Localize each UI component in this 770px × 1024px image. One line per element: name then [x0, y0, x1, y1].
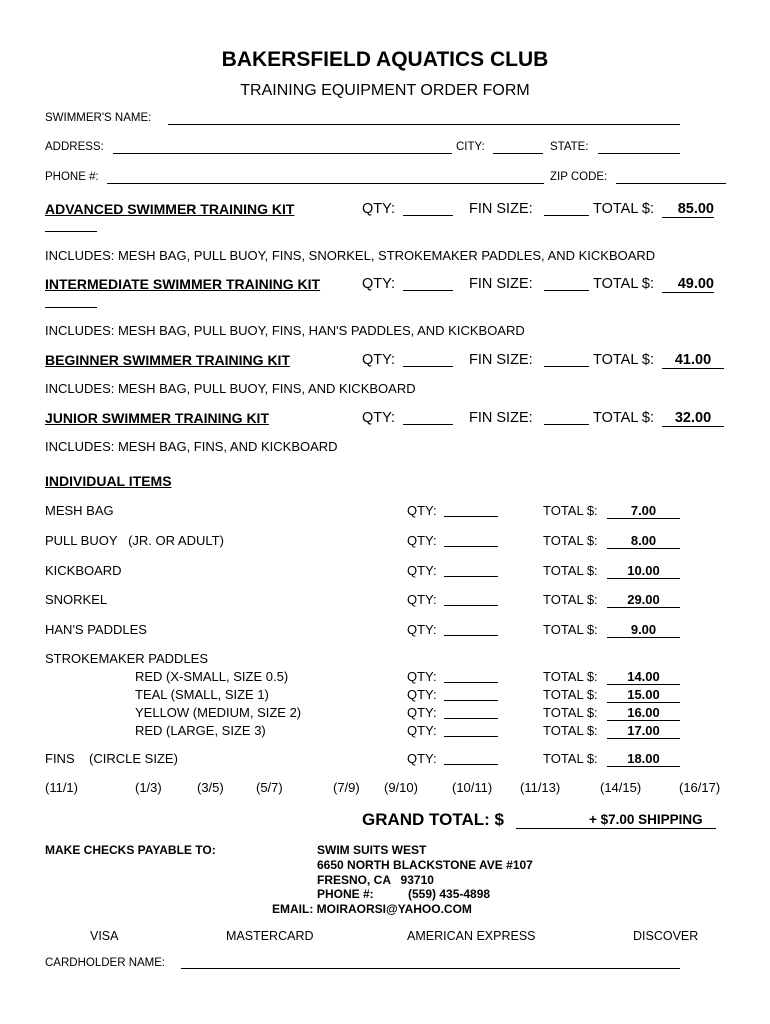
paddle-red-xs-qty-field[interactable] [444, 682, 498, 683]
item-pull-buoy-qty-label: QTY: [407, 533, 437, 548]
item-snorkel-name: SNORKEL [45, 592, 108, 607]
phone-label: PHONE #: [45, 171, 99, 183]
paddle-teal-s-total-label: TOTAL $: [543, 687, 598, 702]
phone-field[interactable] [107, 183, 544, 184]
paddle-red-l-name: RED (LARGE, SIZE 3) [135, 723, 266, 738]
kit-junior-total: 32.00 [662, 410, 724, 427]
paddle-teal-s-qty-label: QTY: [407, 687, 437, 702]
paddle-red-l-total-label: TOTAL $: [543, 723, 598, 738]
item-snorkel-total: 29.00 [607, 592, 680, 608]
kit-beginner-qty-label: QTY: [362, 352, 396, 368]
fin-size-option[interactable]: (11/1) [45, 780, 78, 795]
item-snorkel-qty-label: QTY: [407, 592, 437, 607]
item-kickboard-qty-field[interactable] [444, 576, 498, 577]
item-pull-buoy-total: 8.00 [607, 533, 680, 549]
item-mesh-bag-qty-label: QTY: [407, 503, 437, 518]
paddle-red-xs-total-label: TOTAL $: [543, 669, 598, 684]
fin-size-option[interactable]: (3/5) [197, 780, 224, 795]
paddle-red-xs-name: RED (X-SMALL, SIZE 0.5) [135, 669, 289, 684]
kit-junior-total-label: TOTAL $: [593, 410, 654, 426]
kit-intermediate-total: 49.00 [662, 276, 714, 293]
paddle-teal-s-name: TEAL (SMALL, SIZE 1) [135, 687, 269, 702]
kit-junior-qty-label: QTY: [362, 410, 396, 426]
zip-label: ZIP CODE: [550, 171, 608, 183]
item-hans-paddles-total: 9.00 [607, 622, 680, 638]
fin-size-option[interactable]: (7/9) [333, 780, 360, 795]
item-kickboard-name: KICKBOARD [45, 563, 122, 578]
fins-total: 18.00 [607, 751, 680, 767]
card-discover[interactable]: DISCOVER [633, 929, 699, 943]
kit-beginner-includes: INCLUDES: MESH BAG, PULL BUOY, FINS, AND KICKBOARD [45, 381, 416, 396]
kit-intermediate-total-label: TOTAL $: [593, 276, 654, 292]
paddle-red-l-qty-label: QTY: [407, 723, 437, 738]
cardholder-name-label: CARDHOLDER NAME: [45, 957, 166, 969]
strokemaker-heading: STROKEMAKER PADDLES [45, 651, 209, 666]
swimmer-name-field[interactable] [168, 124, 680, 125]
grand-total-field[interactable] [516, 828, 716, 829]
item-pull-buoy-name: PULL BUOY (JR. OR ADULT) [45, 533, 224, 548]
paddle-red-l-total: 17.00 [607, 723, 680, 739]
item-mesh-bag-total: 7.00 [607, 503, 680, 519]
shipping-note: + $7.00 SHIPPING [589, 812, 703, 827]
paddle-yellow-m-name: YELLOW (MEDIUM, SIZE 2) [135, 705, 302, 720]
item-hans-paddles-total-label: TOTAL $: [543, 622, 598, 637]
paddle-red-l-qty-field[interactable] [444, 736, 498, 737]
kit-advanced-fin-label: FIN SIZE: [469, 201, 533, 217]
state-field[interactable] [598, 153, 680, 154]
kit-advanced-name: ADVANCED SWIMMER TRAINING KIT [45, 201, 295, 217]
address-field[interactable] [113, 153, 452, 154]
fin-size-option[interactable]: (14/15) [600, 780, 642, 795]
kit-junior-includes: INCLUDES: MESH BAG, FINS, AND KICKBOARD [45, 439, 338, 454]
kit-intermediate-extra-line [45, 307, 97, 308]
address-label: ADDRESS: [45, 141, 104, 153]
paddle-red-xs-total: 14.00 [607, 669, 680, 685]
kit-junior-name: JUNIOR SWIMMER TRAINING KIT [45, 410, 269, 426]
kit-advanced-total-label: TOTAL $: [593, 201, 654, 217]
kit-intermediate-name: INTERMEDIATE SWIMMER TRAINING KIT [45, 276, 321, 292]
paddle-yellow-m-total: 16.00 [607, 705, 680, 721]
card-visa[interactable]: VISA [90, 929, 119, 943]
state-label: STATE: [550, 141, 589, 153]
kit-advanced-includes: INCLUDES: MESH BAG, PULL BUOY, FINS, SNORKEL, STROKEMAKER PADDLES, AND KICKBOARD [45, 248, 656, 263]
item-snorkel-total-label: TOTAL $: [543, 592, 598, 607]
kit-beginner-total: 41.00 [662, 352, 724, 369]
form-title: TRAINING EQUIPMENT ORDER FORM [240, 82, 530, 99]
payee-address-line1: 6650 NORTH BLACKSTONE AVE #107 [317, 858, 533, 872]
item-mesh-bag-total-label: TOTAL $: [543, 503, 598, 518]
kit-intermediate-qty-label: QTY: [362, 276, 396, 292]
fin-size-option[interactable]: (11/13) [520, 780, 561, 795]
item-kickboard-qty-label: QTY: [407, 563, 437, 578]
kit-beginner-name: BEGINNER SWIMMER TRAINING KIT [45, 352, 290, 368]
item-hans-paddles-name: HAN'S PADDLES [45, 622, 147, 637]
item-pull-buoy-qty-field[interactable] [444, 546, 498, 547]
kit-advanced-qty-label: QTY: [362, 201, 396, 217]
card-american-express[interactable]: AMERICAN EXPRESS [407, 929, 536, 943]
kit-beginner-fin-label: FIN SIZE: [469, 352, 533, 368]
item-hans-paddles-qty-field[interactable] [444, 635, 498, 636]
payee-address-line2: FRESNO, CA 93710 [317, 873, 434, 887]
fin-size-option[interactable]: (10/11) [452, 780, 493, 795]
kit-junior-fin-field[interactable] [544, 424, 589, 425]
individual-items-heading: INDIVIDUAL ITEMS [45, 473, 172, 489]
swimmer-name-label: SWIMMER'S NAME: [45, 112, 152, 124]
kit-intermediate-fin-field[interactable] [544, 290, 589, 291]
item-kickboard-total: 10.00 [607, 563, 680, 579]
fins-qty-field[interactable] [444, 764, 498, 765]
zip-field[interactable] [616, 183, 726, 184]
fin-size-option[interactable]: (9/10) [384, 780, 418, 795]
kit-beginner-qty-field[interactable] [403, 366, 453, 367]
kit-advanced-total: 85.00 [662, 201, 714, 218]
fins-total-label: TOTAL $: [543, 751, 598, 766]
item-kickboard-total-label: TOTAL $: [543, 563, 598, 578]
paddle-yellow-m-qty-field[interactable] [444, 718, 498, 719]
paddle-yellow-m-total-label: TOTAL $: [543, 705, 598, 720]
fins-qty-label: QTY: [407, 751, 437, 766]
payee-phone: (559) 435-4898 [408, 887, 491, 901]
kit-intermediate-includes: INCLUDES: MESH BAG, PULL BUOY, FINS, HAN'S PADDLES, AND KICKBOARD [45, 323, 525, 338]
item-pull-buoy-total-label: TOTAL $: [543, 533, 598, 548]
kit-intermediate-qty-field[interactable] [403, 290, 453, 291]
kit-intermediate-fin-label: FIN SIZE: [469, 276, 533, 292]
item-hans-paddles-qty-label: QTY: [407, 622, 437, 637]
paddle-yellow-m-qty-label: QTY: [407, 705, 437, 720]
city-label: CITY: [456, 141, 485, 153]
payee-phone-label: PHONE #: [317, 887, 374, 901]
checks-payable-label: MAKE CHECKS PAYABLE TO: [45, 843, 216, 857]
item-snorkel-qty-field[interactable] [444, 605, 498, 606]
fin-size-option[interactable]: (16/17) [679, 780, 721, 795]
payee-email: EMAIL: MOIRAORSI@YAHOO.COM [272, 902, 472, 916]
kit-beginner-total-label: TOTAL $: [593, 352, 654, 368]
payee-name: SWIM SUITS WEST [317, 843, 427, 857]
kit-junior-fin-label: FIN SIZE: [469, 410, 533, 426]
grand-total-label: GRAND TOTAL: $ [362, 810, 504, 829]
paddle-teal-s-total: 15.00 [607, 687, 680, 703]
fin-size-option[interactable]: (5/7) [256, 780, 283, 795]
city-field[interactable] [493, 153, 543, 154]
item-mesh-bag-name: MESH BAG [45, 503, 114, 518]
kit-junior-qty-field[interactable] [403, 424, 453, 425]
item-mesh-bag-qty-field[interactable] [444, 516, 498, 517]
paddle-teal-s-qty-field[interactable] [444, 700, 498, 701]
kit-advanced-qty-field[interactable] [403, 215, 453, 216]
club-name: BAKERSFIELD AQUATICS CLUB [221, 48, 549, 71]
paddle-red-xs-qty-label: QTY: [407, 669, 437, 684]
kit-advanced-fin-field[interactable] [544, 215, 589, 216]
kit-advanced-extra-line [45, 231, 97, 232]
fins-label: FINS (CIRCLE SIZE) [45, 751, 178, 766]
card-mastercard[interactable]: MASTERCARD [226, 929, 314, 943]
fin-size-option[interactable]: (1/3) [135, 780, 162, 795]
cardholder-name-field[interactable] [181, 968, 680, 969]
kit-beginner-fin-field[interactable] [544, 366, 589, 367]
